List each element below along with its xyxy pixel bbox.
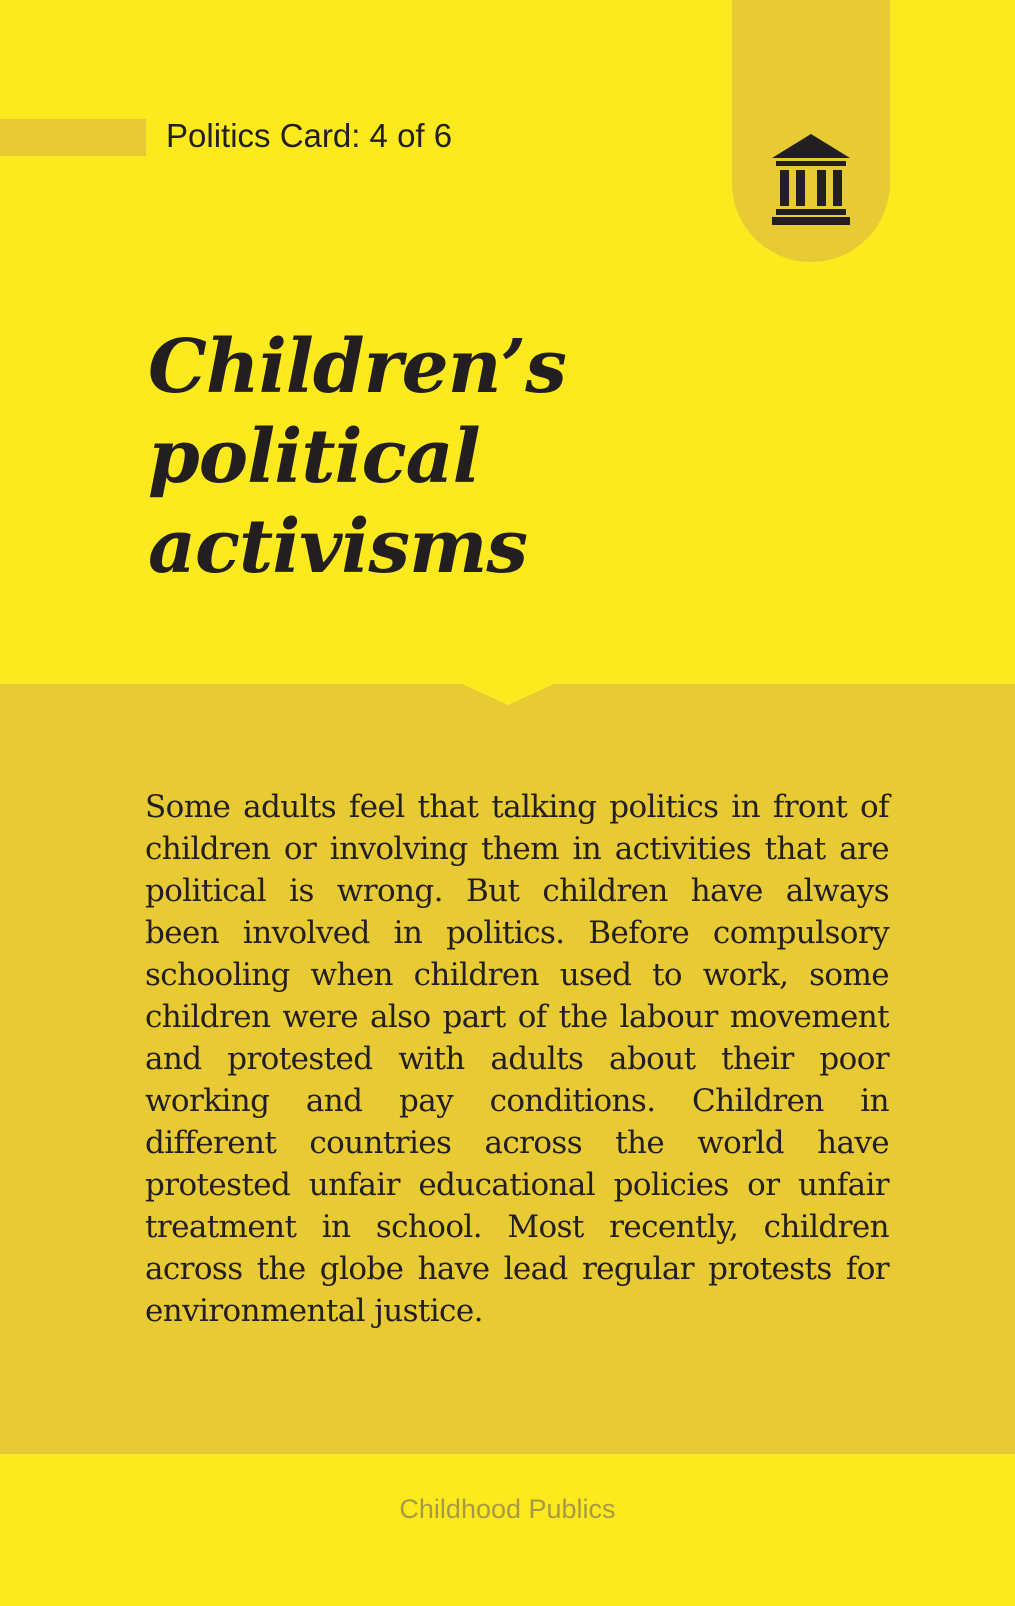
- panel-notch: [460, 683, 556, 707]
- category-tab: [732, 0, 890, 262]
- header-accent-bar: [0, 119, 146, 156]
- title-line: Children’s: [148, 324, 566, 410]
- body-text: Some adults feel that talking politics in front of children or involving them in activities that are political is wrong. But children have always been involved in politics. Before compulsory schooling when children used to work, some children were also part of the labour movement and protested with adults about their poor working and pay conditions. Children in different countries across the world have protested unfair educational policies or unfair treatment in school. Most recently, children across the globe have lead regular protests for environmental justice.: [145, 789, 889, 1329]
- card-label: Politics Card: 4 of 6: [166, 117, 453, 154]
- title-line: political: [148, 414, 480, 500]
- card-title: [148, 322, 566, 592]
- footer-brand: Childhood Publics: [399, 1494, 616, 1524]
- government-building-icon: [770, 132, 852, 228]
- title-line: activisms: [148, 504, 528, 590]
